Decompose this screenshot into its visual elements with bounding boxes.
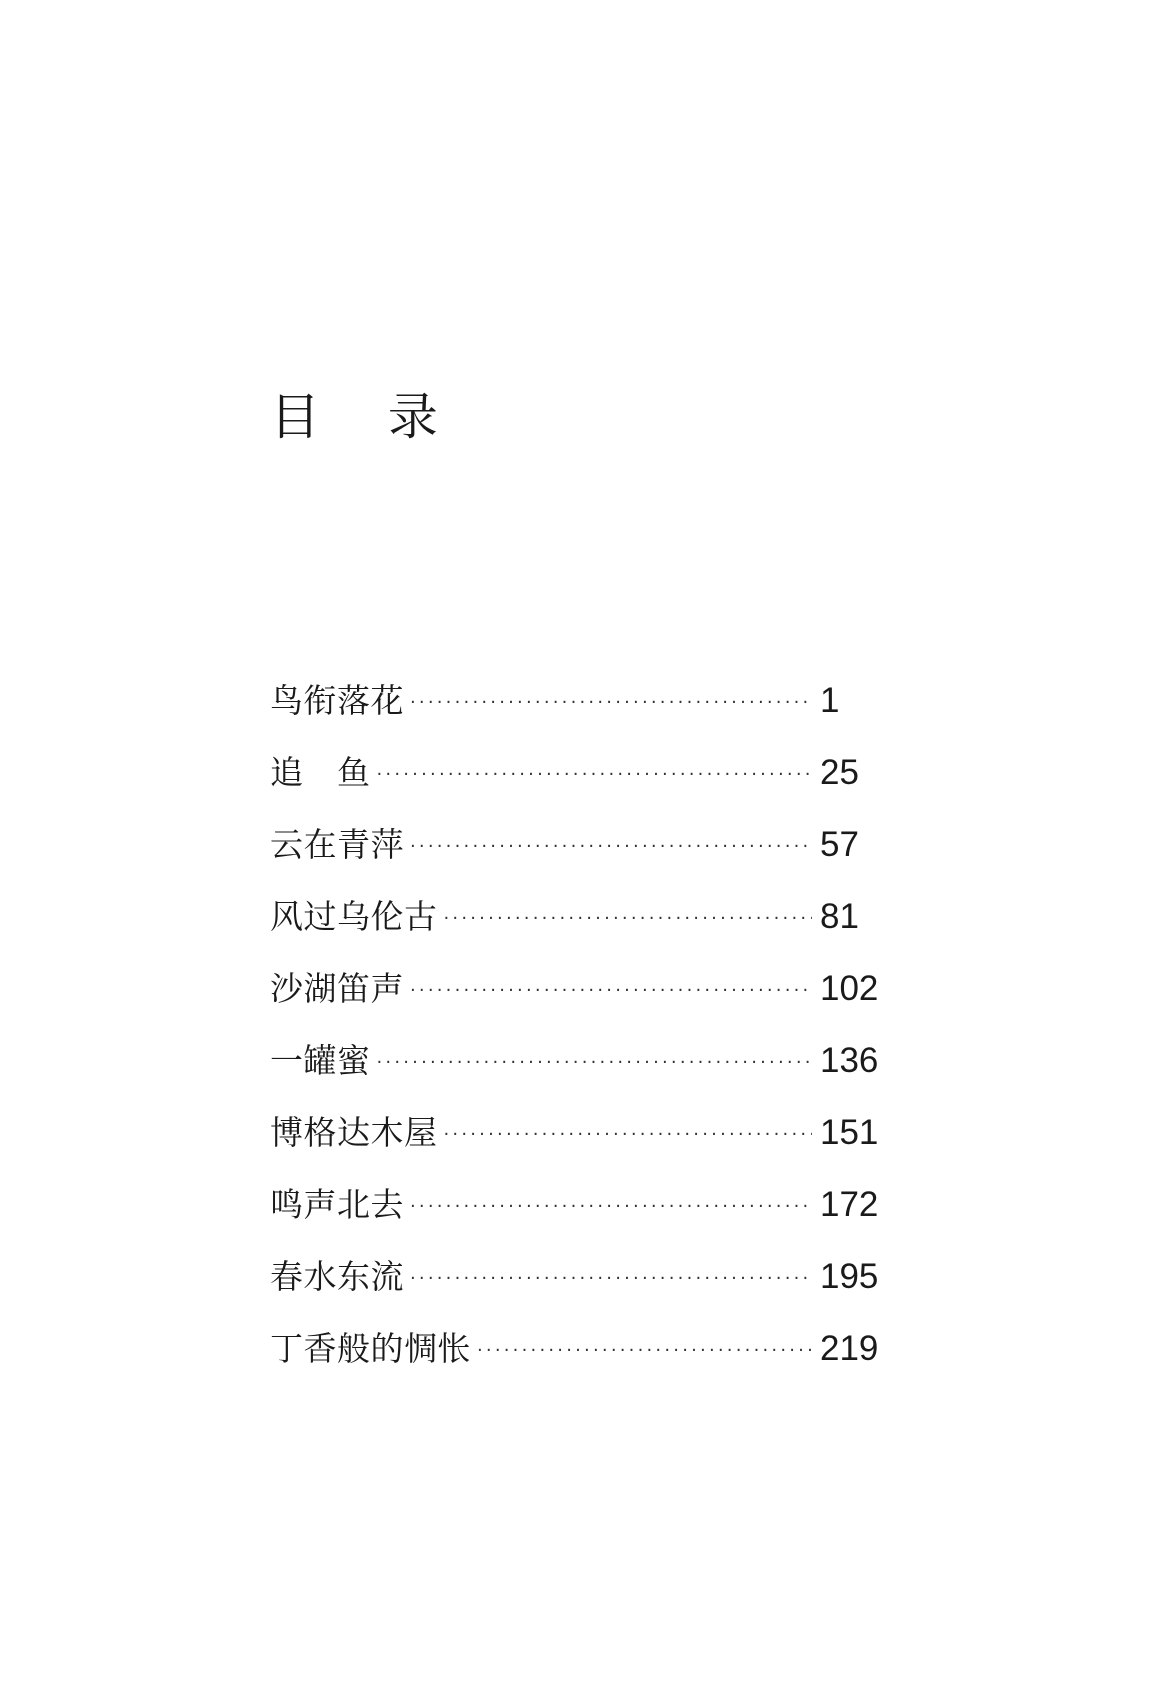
page-number: 25 <box>820 753 859 792</box>
chapter-title: 鸟衔落花 <box>270 681 404 720</box>
toc-entry <box>270 971 890 1043</box>
chapter-title: 沙湖笛声 <box>270 969 404 1008</box>
toc-entry <box>270 1259 890 1331</box>
chapter-title: 丁香般的惆怅 <box>270 1329 471 1368</box>
toc-entry <box>270 755 890 827</box>
dot-leader <box>444 1126 813 1144</box>
toc-entry <box>270 1043 890 1115</box>
toc-heading: 目 录 <box>270 388 464 446</box>
page-number: 219 <box>820 1329 879 1368</box>
page-number: 81 <box>820 897 859 936</box>
dot-leader <box>377 766 813 784</box>
toc-entry <box>270 899 890 971</box>
chapter-title: 春水东流 <box>270 1257 404 1296</box>
page-number: 57 <box>820 825 859 864</box>
chapter-title: 风过乌伦古 <box>270 897 438 936</box>
page-number: 102 <box>820 969 879 1008</box>
dot-leader <box>410 1270 812 1288</box>
dot-leader <box>444 910 813 928</box>
page-number: 172 <box>820 1185 879 1224</box>
dot-leader <box>477 1342 812 1360</box>
dot-leader <box>410 1198 812 1216</box>
toc-entry <box>270 1331 890 1403</box>
toc-entry <box>270 827 890 899</box>
chapter-title: 鸣声北去 <box>270 1185 404 1224</box>
dot-leader <box>410 838 812 856</box>
chapter-title: 云在青萍 <box>270 825 404 864</box>
chapter-title: 一罐蜜 <box>270 1041 371 1080</box>
page-number: 195 <box>820 1257 879 1296</box>
toc-entry <box>270 1187 890 1259</box>
page-number: 1 <box>820 681 840 720</box>
chapter-title: 追 鱼 <box>270 753 371 792</box>
dot-leader <box>377 1054 813 1072</box>
toc-list <box>270 683 890 1403</box>
toc-entry <box>270 1115 890 1187</box>
dot-leader <box>410 982 812 1000</box>
dot-leader <box>410 694 812 712</box>
page-number: 136 <box>820 1041 879 1080</box>
chapter-title: 博格达木屋 <box>270 1113 438 1152</box>
toc-entry <box>270 683 890 755</box>
page-number: 151 <box>820 1113 879 1152</box>
